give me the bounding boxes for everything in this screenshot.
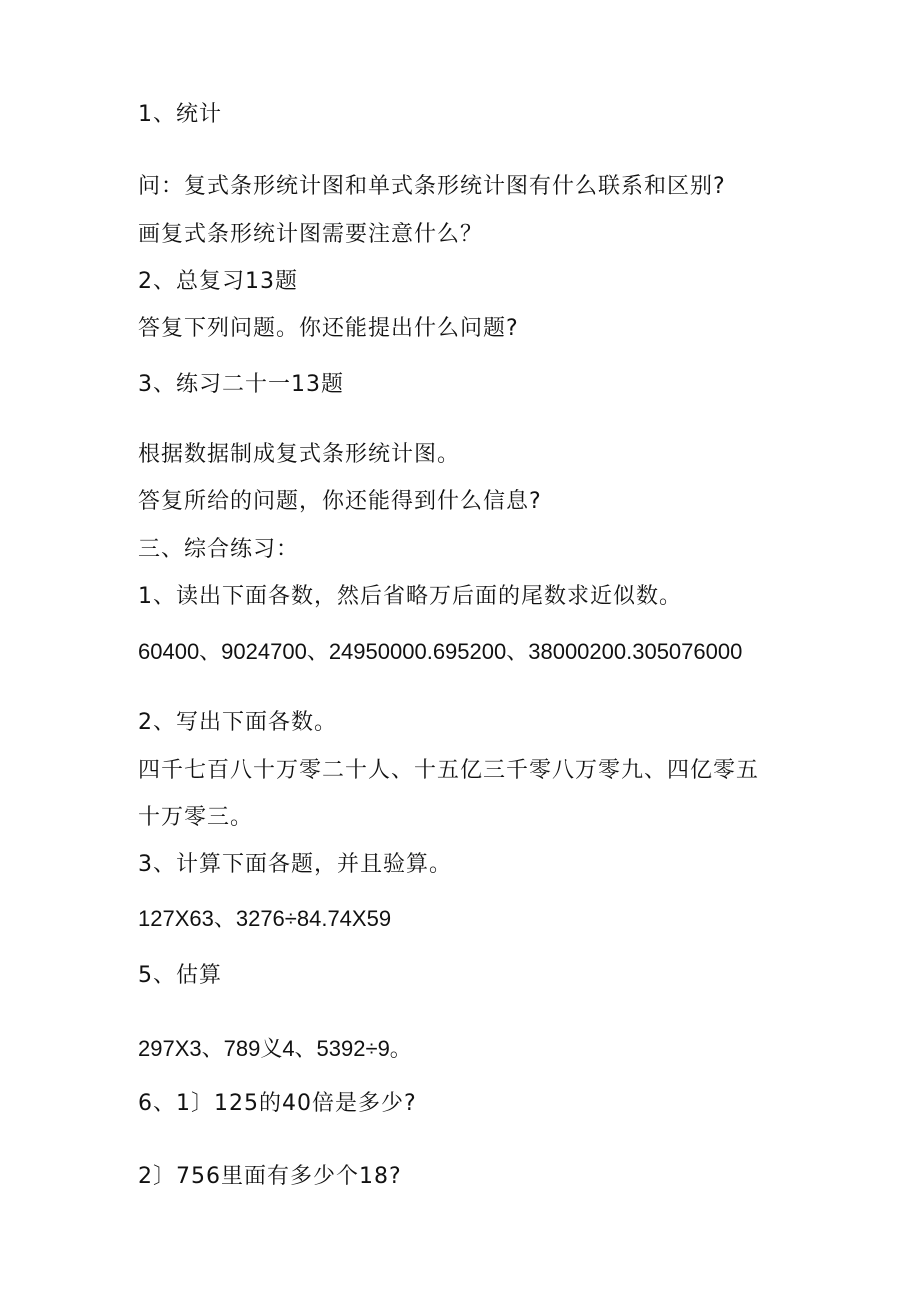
number-list: 60400、9024700、24950000.695200、38000200.305076000 <box>138 639 743 664</box>
section-heading-comprehensive: 三、综合练习： <box>138 537 300 562</box>
calculation-list: 127X63、3276÷84.74X59 <box>138 906 392 931</box>
question-text: 答复所给的问题，你还能得到什么信息? <box>138 489 542 514</box>
section-heading-review: 2、总复习13题 <box>138 269 298 294</box>
number-words-continued: 十万零三。 <box>138 805 254 830</box>
word-problem: 6、1〕125的40倍是多少? <box>138 1091 417 1116</box>
exercise-item: 5、估算 <box>138 963 222 988</box>
number-words: 四千七百八十万零二十人、十五亿三千零八万零九、四亿零五 <box>138 758 760 783</box>
exercise-item: 3、计算下面各题，并且验算。 <box>138 852 452 877</box>
exercise-item: 2、写出下面各数。 <box>138 710 337 735</box>
word-problem: 2〕756里面有多少个18? <box>138 1164 402 1189</box>
section-heading-statistics: 1、统计 <box>138 102 222 127</box>
question-text: 问：复式条形统计图和单式条形统计图有什么联系和区别? <box>138 174 726 199</box>
question-text: 答复下列问题。你还能提出什么问题? <box>138 316 519 341</box>
instruction-text: 根据数据制成复式条形统计图。 <box>138 442 461 467</box>
estimation-list: 297X3、789义4、5392÷9。 <box>138 1036 412 1061</box>
section-heading-exercise: 3、练习二十一13题 <box>138 372 344 397</box>
exercise-item: 1、读出下面各数，然后省略万后面的尾数求近似数。 <box>138 584 682 609</box>
question-text: 画复式条形统计图需要注意什么？ <box>138 222 484 247</box>
